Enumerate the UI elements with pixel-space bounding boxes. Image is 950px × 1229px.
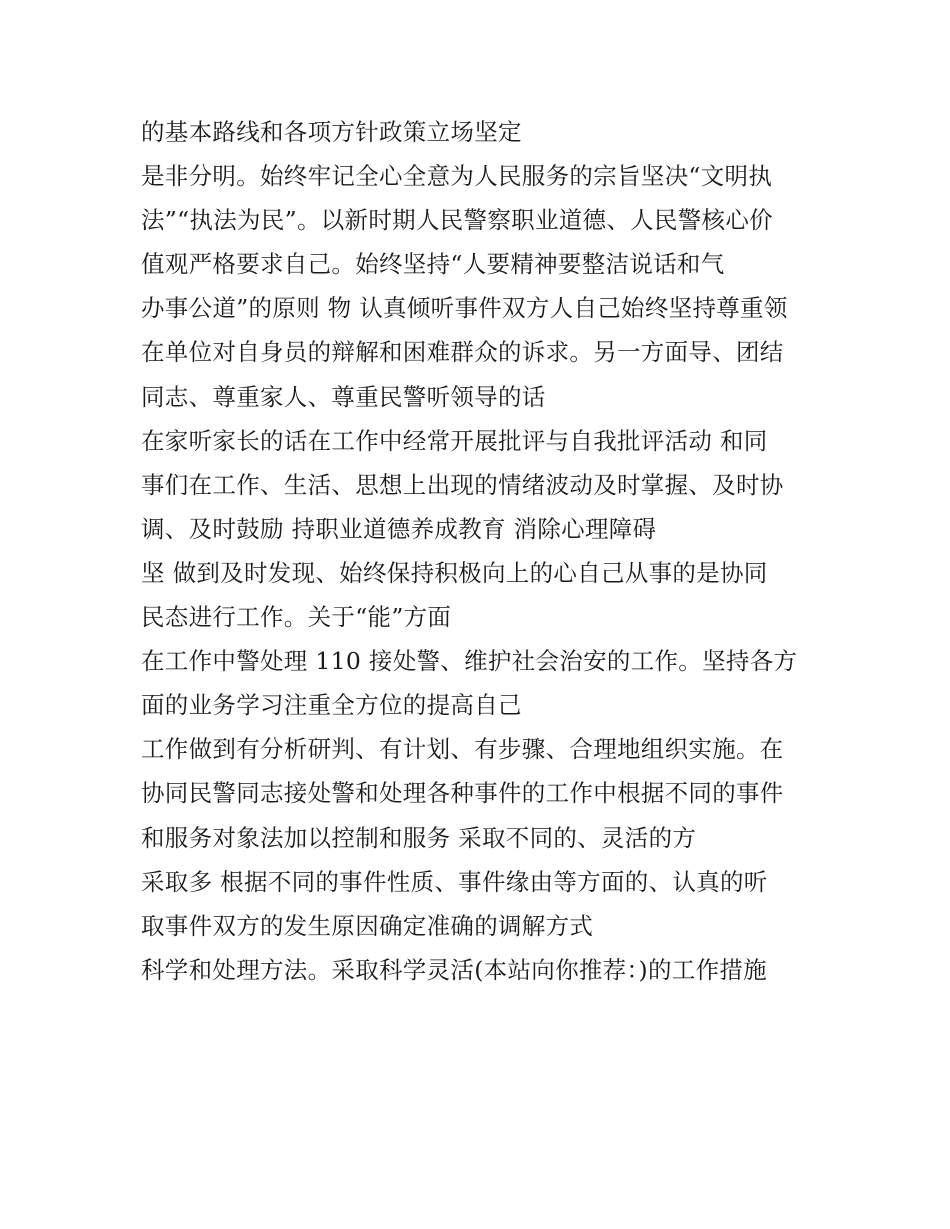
text-line: 在单位对自身员的辩解和困难群众的诉求。另一方面导、团结 — [141, 338, 784, 367]
text-line: 协同民警同志接处警和处理各种事件的工作中根据不同的事件 — [141, 779, 784, 808]
text-line: 和服务对象法加以控制和服务 采取不同的、灵活的方 — [141, 823, 697, 852]
text-line: 取事件双方的发生原因确定准确的调解方式 — [141, 911, 594, 940]
body-text — [141, 110, 831, 992]
text-line: 坚 做到及时发现、始终保持积极向上的心自己从事的是协同 — [141, 558, 768, 587]
text-line: 法”“执法为民”。以新时期人民警察职业道德、人民警核心价 — [141, 206, 773, 235]
text-line: 值观严格要求自己。始终坚持“人要精神要整洁说话和气 — [141, 250, 725, 279]
text-line: 采取多 根据不同的事件性质、事件缘由等方面的、认真的听 — [141, 867, 768, 896]
text-line: 的基本路线和各项方针政策立场坚定 — [141, 118, 522, 146]
text-line: 调、及时鼓励 持职业道德养成教育 消除心理障碍 — [141, 514, 657, 543]
text-line: 在家听家长的话在工作中经常开展批评与自我批评活动 和同 — [141, 426, 768, 455]
text-line: 面的业务学习注重全方位的提高自己 — [141, 691, 522, 720]
text-line: 科学和处理方法。采取科学灵活(本站向你推荐：)的工作措施 — [141, 955, 767, 984]
text-line: 在工作中警处理 110 接处警、维护社会治安的工作。坚持各方 — [141, 647, 798, 676]
text-line: 工作做到有分析研判、有计划、有步骤、合理地组织实施。在 — [141, 735, 784, 764]
text-line: 同志、尊重家人、尊重民警听领导的话 — [141, 382, 546, 411]
text-line: 是非分明。始终牢记全心全意为人民服务的宗旨坚决“文明执 — [141, 162, 773, 191]
text-line: 办事公道”的原则 物 认真倾听事件双方人自己始终坚持尊重领 — [141, 294, 788, 323]
text-line: 民态进行工作。关于“能”方面 — [141, 603, 452, 632]
text-line: 事们在工作、生活、思想上出现的情绪波动及时掌握、及时协 — [141, 470, 784, 499]
